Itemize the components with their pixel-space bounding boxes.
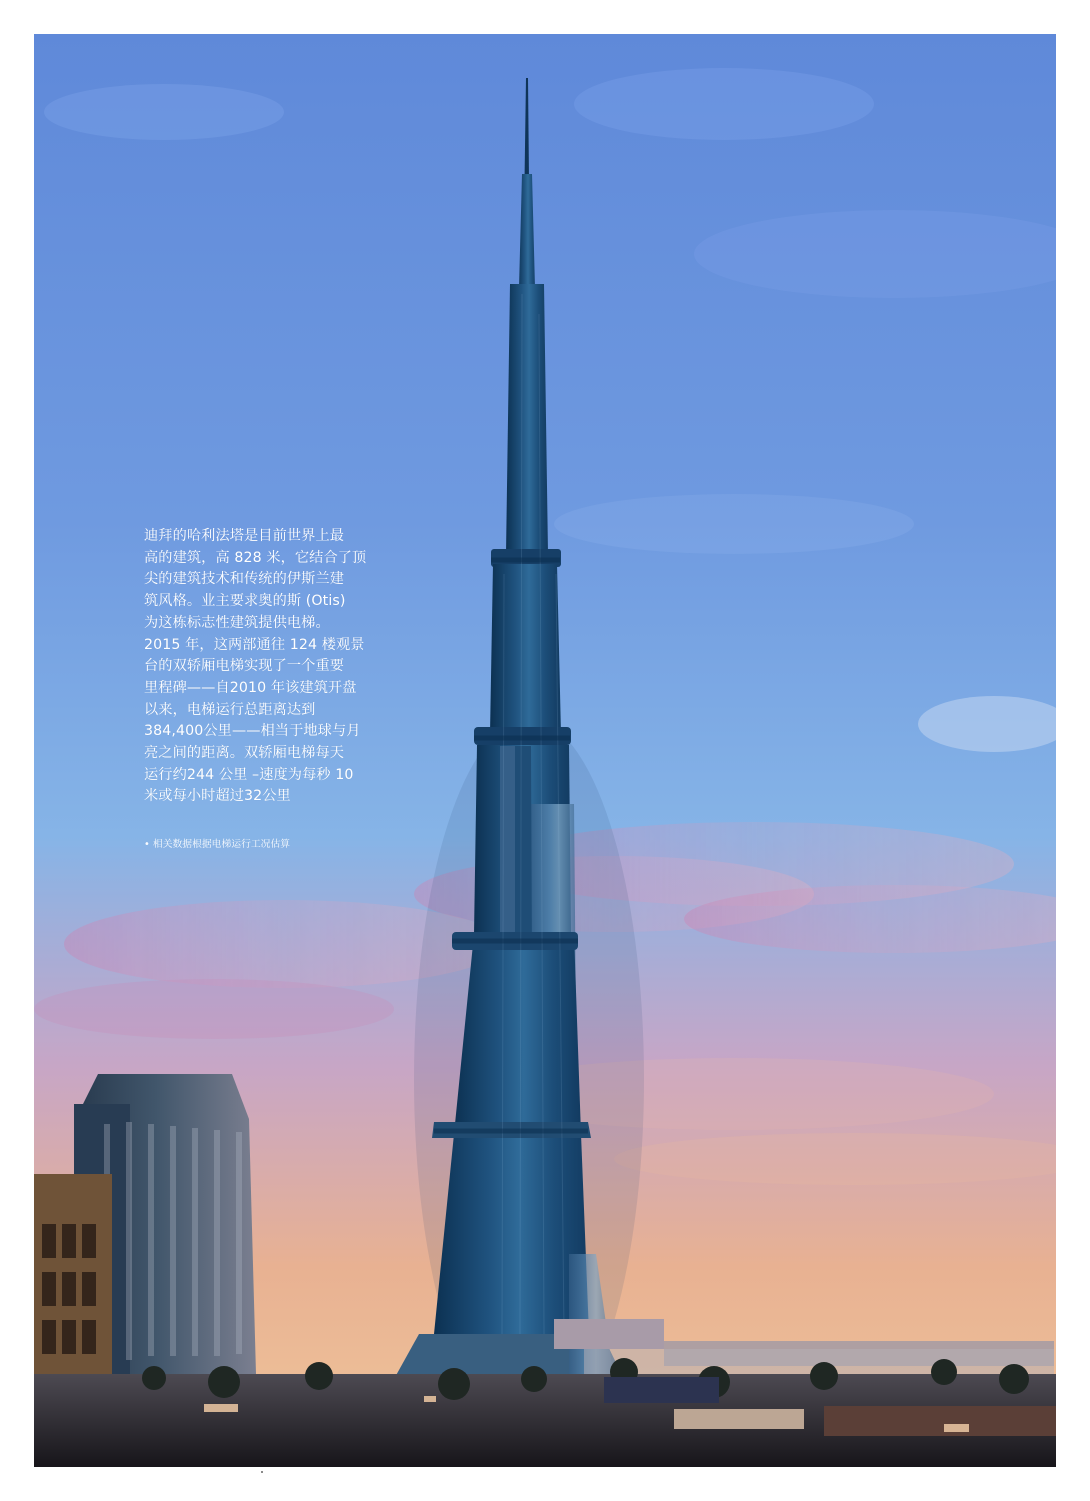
caption-line-11: 亮之间的距离。双轿厢电梯每天 <box>144 745 345 762</box>
caption-line-6: 2015 年，这两部通往 124 楼观景 <box>144 636 365 653</box>
caption-line-3: 尖的建筑技术和传统的伊斯兰建 <box>144 571 345 588</box>
footnote: • 相关数据根据电梯运行工况估算 <box>144 839 291 850</box>
caption-line-5: 为这栋标志性建筑提供电梯。 <box>144 614 330 631</box>
caption-line-4: 筑风格。业主要求奥的斯 (Otis) <box>144 593 346 610</box>
page-mark <box>261 1471 263 1473</box>
caption-line-2: 高的建筑，高 828 米，它结合了顶 <box>144 549 367 566</box>
caption-line-7: 台的双轿厢电梯实现了一个重要 <box>144 658 345 675</box>
caption-line-10: 384,400公里——相当于地球与月 <box>144 723 361 740</box>
caption-line-8: 里程碑——自2010 年该建筑开盘 <box>144 679 357 696</box>
caption-line-1: 迪拜的哈利法塔是目前世界上最 <box>144 528 345 544</box>
caption-line-13: 米或每小时超过32公里 <box>144 788 291 805</box>
caption-line-9: 以来，电梯运行总距离达到 <box>144 701 316 718</box>
caption-line-12: 运行约244 公里 –速度为每秒 10 <box>144 766 354 783</box>
caption-block <box>144 526 366 808</box>
